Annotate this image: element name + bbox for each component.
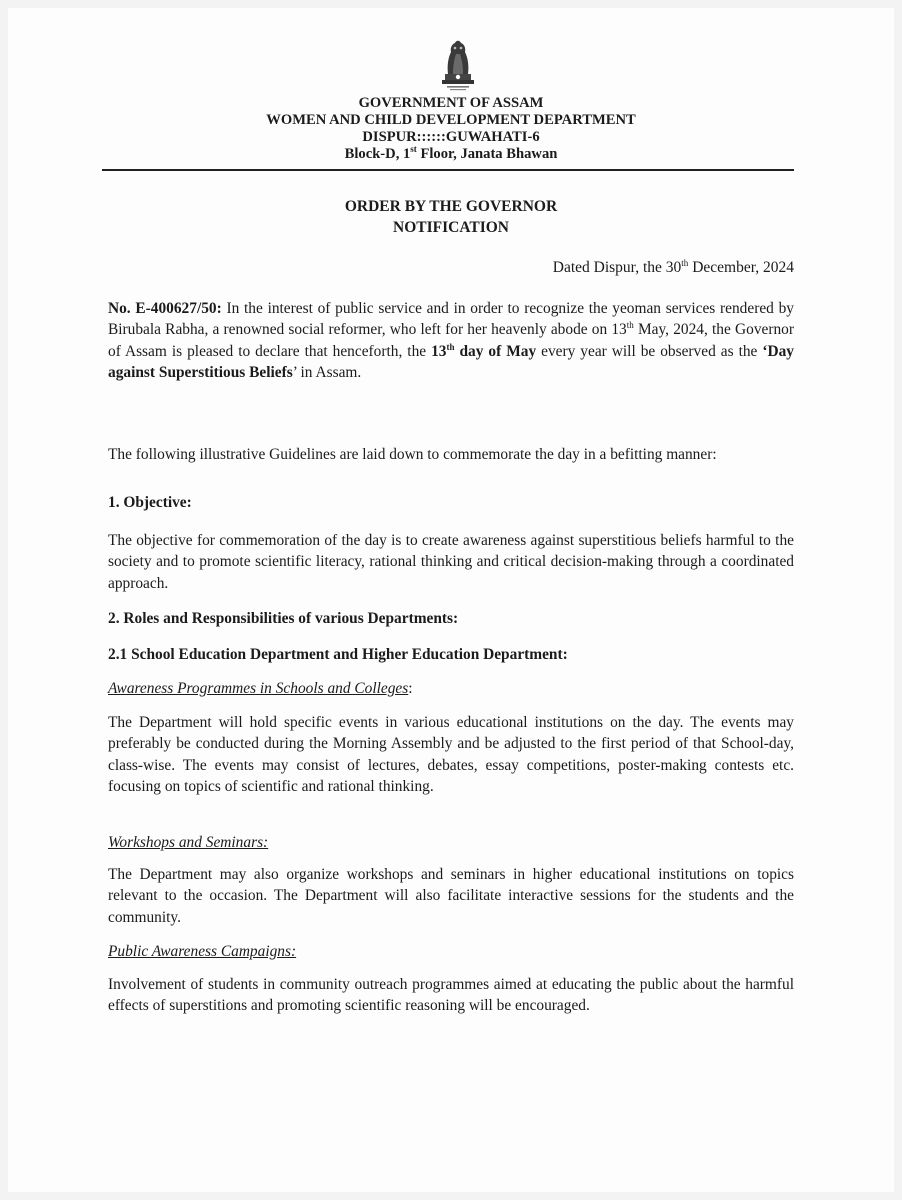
notification-paragraph: No. E-400627/50: In the interest of public service and in order to recognize the yeoman services rendered by Birubala Rabha, a renowned social reformer, who left for her heavenly abode on 13th May, 2024, the Governor of Assam is pleased to declare that henceforth, the 13th day of May every year will be observed as the ‘Day against Superstitious Beliefs’ in Assam. — [108, 300, 795, 381]
notification-number: No. E-400627/50: — [108, 300, 222, 317]
order-title-line1: ORDER BY THE GOVERNOR — [344, 198, 558, 215]
dated-line: Dated Dispur, the 30th December, 2024 — [552, 257, 794, 276]
header-line-department: WOMEN AND CHILD DEVELOPMENT DEPARTMENT — [266, 112, 636, 128]
header-line-block: Block-D, 1st Floor, Janata Bhawan — [344, 144, 558, 162]
section-1-heading: 1. Objective: — [108, 494, 192, 511]
subsection-public-title: Public Awareness Campaigns: — [108, 943, 297, 960]
section-2-heading: 2. Roles and Responsibilities of various Departments: — [108, 610, 459, 627]
state-emblem-icon — [438, 36, 478, 92]
subsection-workshops-text: The Department may also organize workshops and seminars in higher educational institutions on topics relevant to the occasion. The Department will also facilitate interactive sessions for the students and the community. — [108, 866, 794, 926]
header-line-address: DISPUR::::::GUWAHATI-6 — [362, 129, 540, 145]
department-header — [0, 95, 902, 163]
subsection-workshops-title: Workshops and Seminars: — [108, 834, 269, 851]
header-line-government: GOVERNMENT OF ASSAM — [358, 95, 544, 111]
section-1-text: The objective for commemoration of the day is to create awareness against superstitious beliefs harmful to the society and to promote scientific literacy, rational thinking and critical decision-making through a coordinated approach. — [108, 532, 794, 592]
subsection-awareness-text: The Department will hold specific events in various educational institutions on the day. The events may preferably be conducted during the Morning Assembly and be adjusted to the first period of that School-day, class-wise. The events may consist of lectures, debates, essay competitions, poster-making contests etc. focusing on topics of scientific and rational thinking. — [108, 714, 794, 795]
order-title — [0, 196, 902, 238]
document-page — [8, 8, 894, 1192]
subsection-public-text: Involvement of students in community outreach programmes aimed at educating the public about the harmful effects of superstitions and promoting scientific reasoning will be encouraged. — [108, 976, 794, 1015]
header-divider — [102, 169, 794, 171]
guidelines-intro: The following illustrative Guidelines are laid down to commemorate the day in a befitting manner: — [108, 446, 717, 463]
subsection-awareness-title: Awareness Programmes in Schools and Colleges: — [108, 680, 413, 697]
order-title-line2: NOTIFICATION — [393, 219, 509, 236]
section-2-1-heading: 2.1 School Education Department and Higher Education Department: — [108, 646, 568, 663]
